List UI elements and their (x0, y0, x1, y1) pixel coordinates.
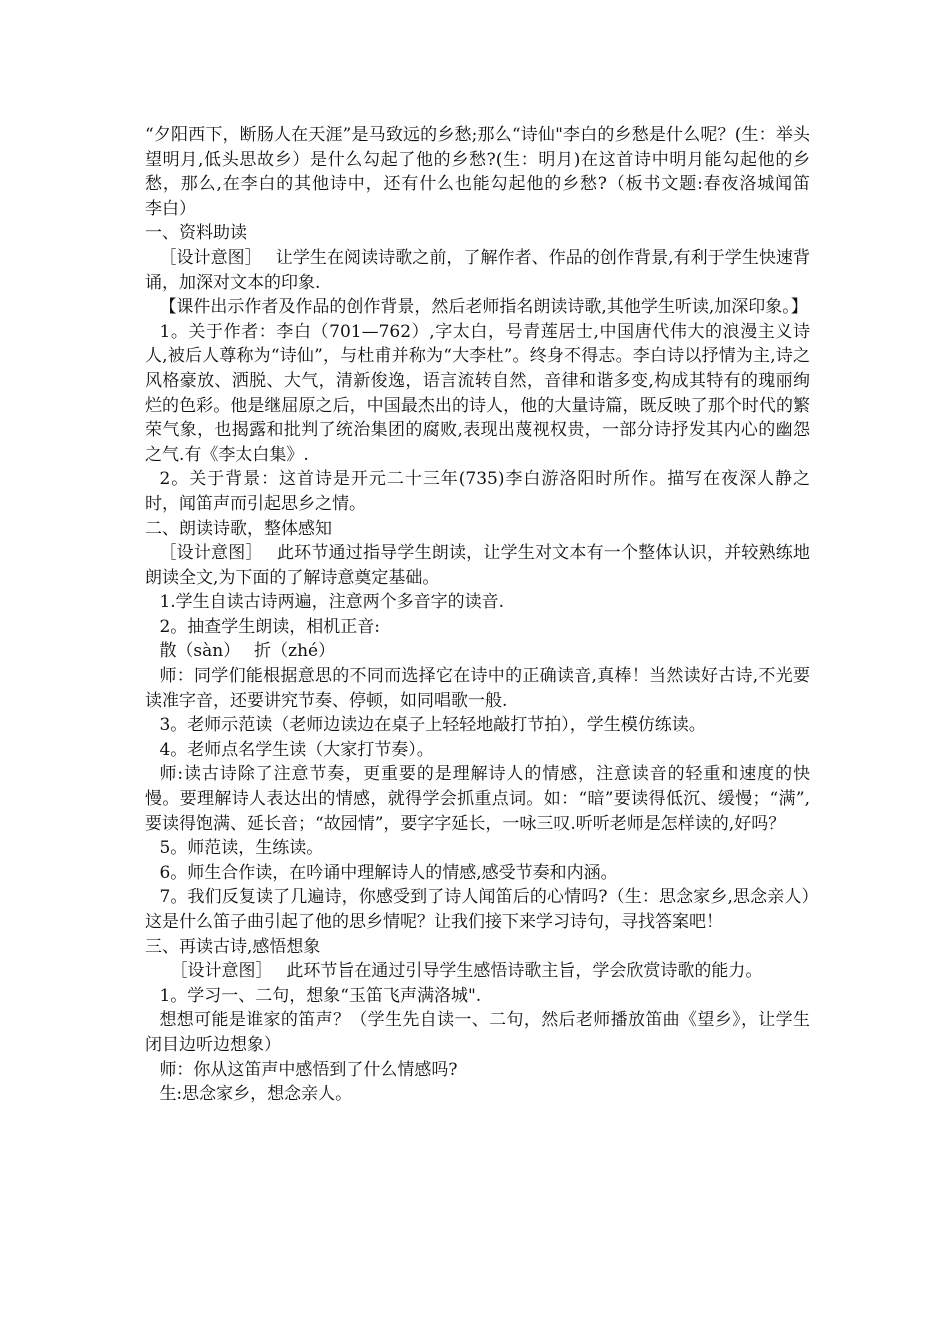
courseware-note: 【课件出示作者及作品的创作背景，然后老师指名朗读诗歌,其他学生听读,加深印象。】 (159, 297, 808, 318)
step-paragraph: 1。学习一、二句，想象“玉笛飞声满洛城". (159, 985, 482, 1006)
step-paragraph: 1.学生自读古诗两遍，注意两个多音字的读音. (159, 592, 505, 613)
step-paragraph: 5。师范读，生练读。 (159, 838, 324, 859)
section-heading-3: 三、再读古诗,感悟想象 (145, 936, 321, 957)
intro-paragraph: “夕阳西下，断肠人在天涯”是马致远的乡愁;那么“诗仙"李白的乡愁是什么呢？(生：举头望明月,低头思故乡）是什么勾起了他的乡愁?(生：明月)在这首诗中明月能勾起他的乡愁，那么,在李白的其他诗中，还有什么也能勾起他的乡愁?（板书文题:春夜洛城闻笛 李白） (145, 125, 827, 219)
author-paragraph: 1。关于作者：李白（701—762）,字太白，号青莲居士,中国唐代伟大的浪漫主义诗人,被后人尊称为“诗仙”，与杜甫并称为“大李杜”。终身不得志。李白诗以抒情为主,诗之风格豪放、洒脱、大气，清新俊逸，语言流转自然，音律和谐多变,构成其特有的瑰丽绚烂的色彩。他是继屈原之后，中国最杰出的诗人，他的大量诗篇，既反映了那个时代的繁荣气象，也揭露和批判了统治集团的腐败,表现出蔑视权贵，一部分诗抒发其内心的幽怨之气.有《李太白集》. (145, 321, 810, 465)
teacher-remark: 师：同学们能根据意思的不同而选择它在诗中的正确读音,真棒！当然读好古诗,不光要读准字音，还要讲究节奏、停顿，如同唱歌一般. (145, 666, 810, 711)
section-heading-2: 二、朗读诗歌，整体感知 (145, 518, 332, 539)
step-paragraph: 3。老师示范读（老师边读边在桌子上轻轻地敲打节拍），学生模仿练读。 (159, 715, 706, 736)
background-paragraph: 2。关于背景：这首诗是开元二十三年(735)李白游洛阳时所作。描写在夜深人静之时，闻笛声而引起思乡之情。 (145, 469, 810, 514)
section-heading-1: 一、资料助读 (145, 223, 247, 244)
design-intent-1: ［设计意图］ 让学生在阅读诗歌之前，了解作者、作品的创作背景,有利于学生快速背诵，加深对文本的印象. (145, 247, 810, 293)
question-paragraph: 想想可能是谁家的笛声？（学生先自读一、二句，然后老师播放笛曲《望乡》，让学生闭目边听边想象） (145, 1010, 810, 1055)
design-intent-3: ［设计意图］ 此环节旨在通过引导学生感悟诗歌主旨，学会欣赏诗歌的能力。 (170, 961, 763, 982)
design-intent-2: ［设计意图］ 此环节通过指导学生朗读，让学生对文本有一个整体认识，并较熟练地朗读全文,为下面的了解诗意奠定基础。 (145, 543, 810, 588)
step-paragraph: 7。我们反复读了几遍诗，你感受到了诗人闻笛后的心情吗?（生：思念家乡,思念亲人）这是什么笛子曲引起了他的思乡情呢？让我们接下来学习诗句，寻找答案吧！ (145, 887, 810, 932)
step-paragraph: 4。老师点名学生读（大家打节奏）。 (159, 739, 434, 760)
step-paragraph: 6。师生合作读，在吟诵中理解诗人的情感,感受节奏和内涵。 (159, 862, 618, 883)
pinyin-line: 散（sàn） 折（zhé） (159, 641, 336, 662)
teacher-remark: 师:读古诗除了注意节奏，更重要的是理解诗人的情感，注意读音的轻重和速度的快慢。要理解诗人表达出的情感，就得学会抓重点词。如：“暗”要读得低沉、缓慢；“满”,要读得饱满、延长音；“故园情”，要字字延长，一咏三叹.听听老师是怎样读的,好吗？ (145, 764, 810, 834)
student-answer: 生:思念家乡，想念亲人。 (159, 1084, 353, 1105)
step-paragraph: 2。抽查学生朗读，相机正音: (159, 616, 380, 637)
document-body (145, 123, 827, 1107)
teacher-remark: 师：你从这笛声中感悟到了什么情感吗? (159, 1059, 458, 1080)
